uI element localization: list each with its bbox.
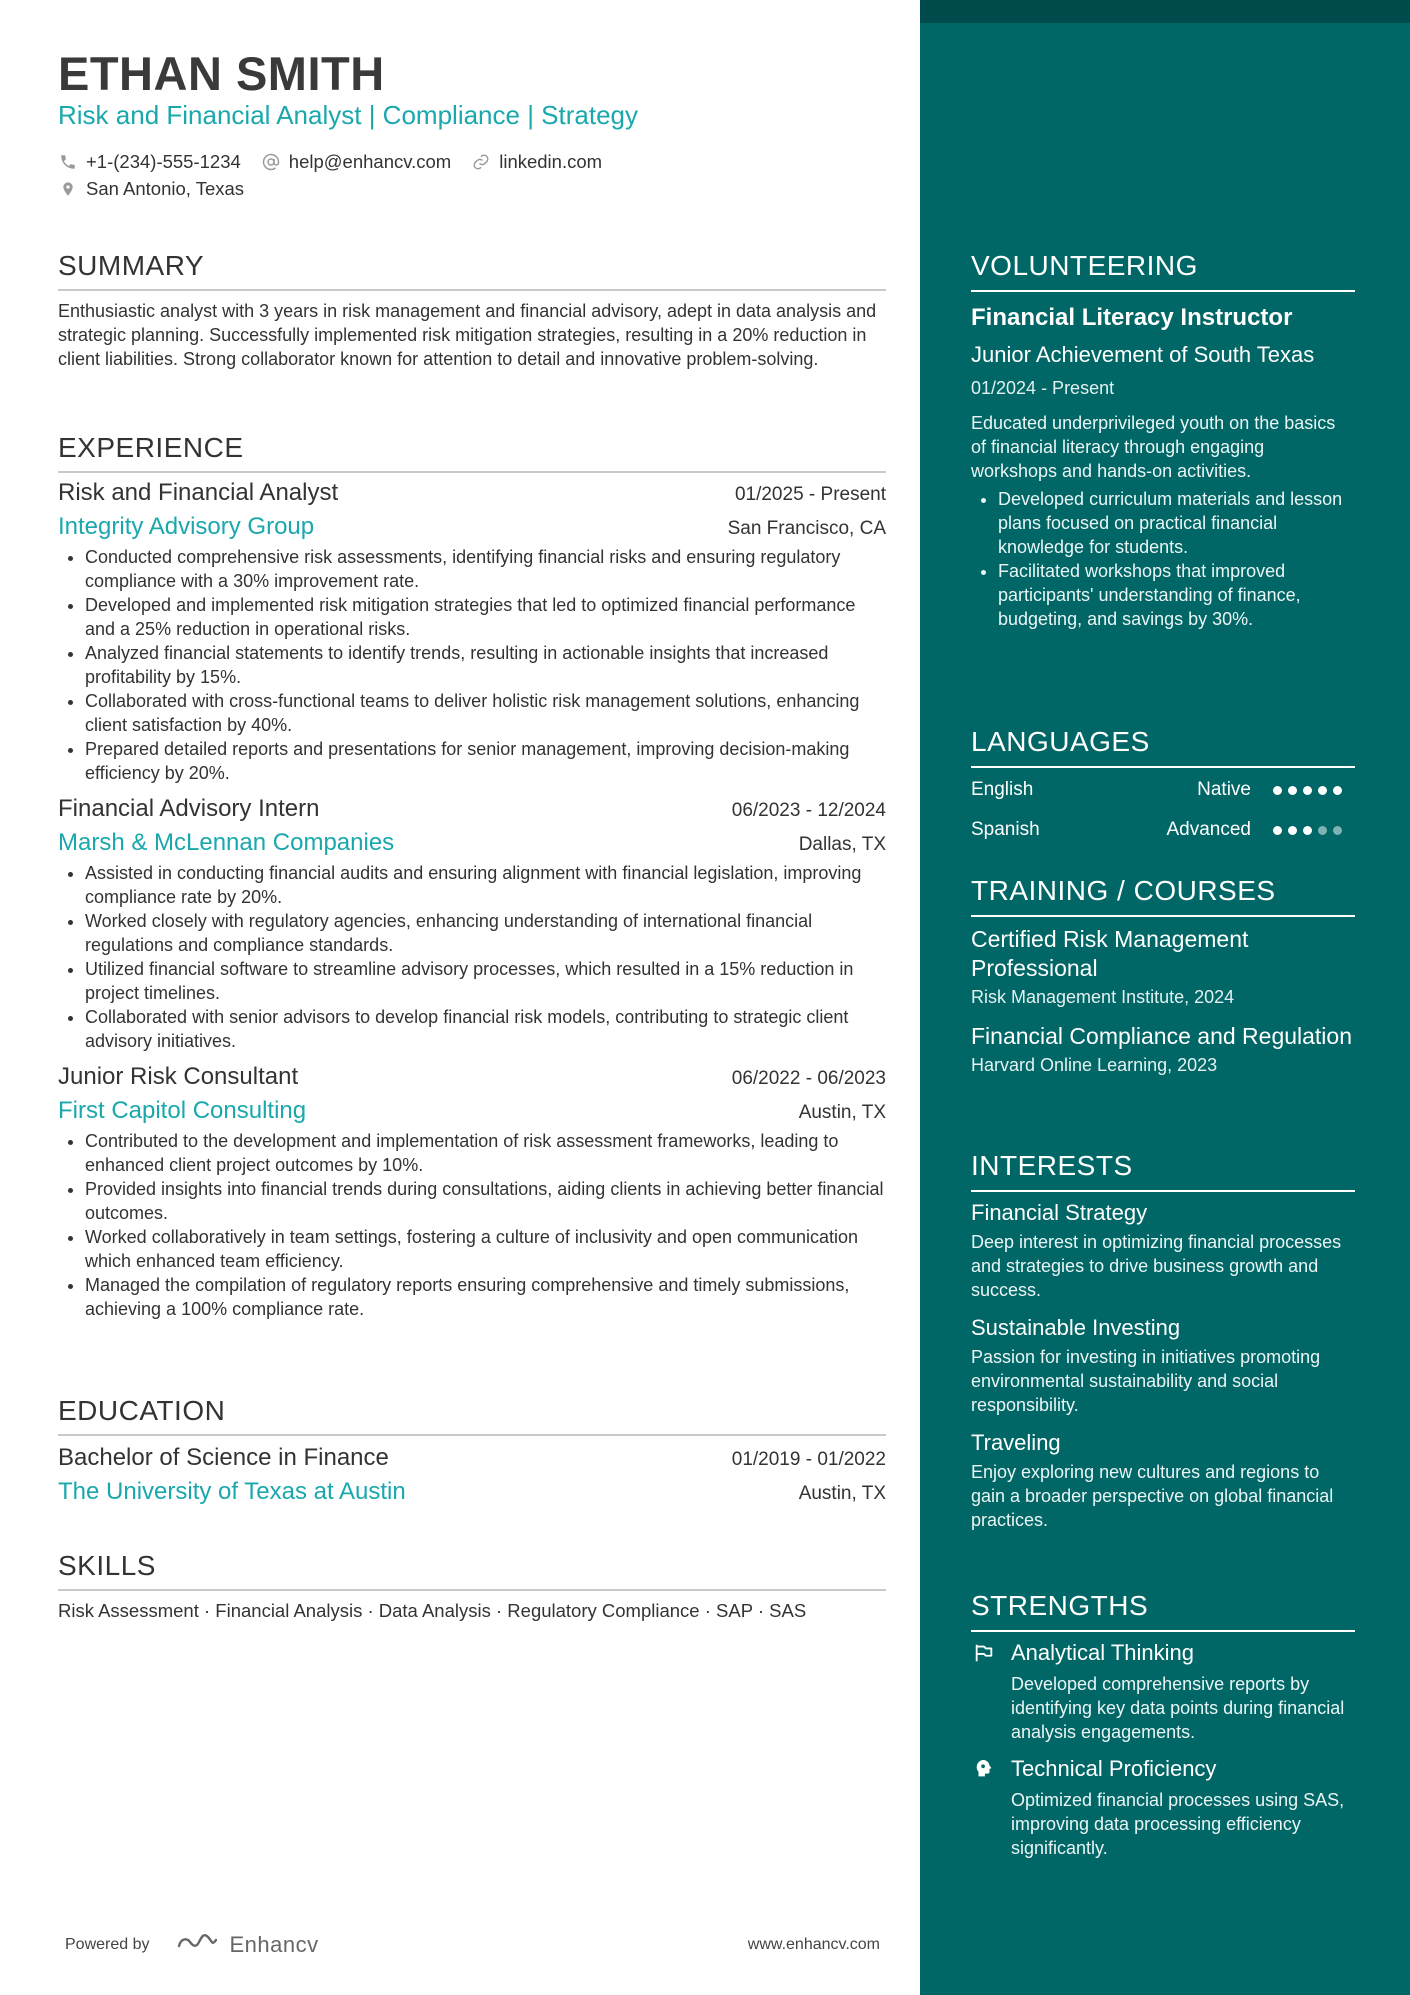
job-date: 06/2023 - 12/2024 (731, 800, 886, 821)
powered-by-label: Powered by (65, 1935, 150, 1953)
location-text: San Antonio, Texas (86, 177, 245, 199)
volunteer-org: Junior Achievement of South Texas (971, 342, 1315, 367)
powered-by (65, 1930, 319, 1959)
language-level: Native (1197, 779, 1251, 800)
sidebar-top-bar (920, 0, 1410, 23)
experience-title: EXPERIENCE (58, 432, 886, 473)
list-item: • Managed the compilation of regulatory reports ensuring comprehensive and timely submissions, achieving a 100% compliance rate. (85, 1273, 886, 1321)
training-section (971, 875, 1355, 1076)
proficiency-dots (1273, 826, 1348, 835)
list-item: • Provided insights into financial trends during consultations, aiding clients in achieving better financial outcomes. (85, 1177, 886, 1225)
volunteer-desc: Educated underprivileged youth on the basics of financial literacy through engaging workshops and hands-on activities. (971, 413, 1336, 481)
education-section (58, 1395, 886, 1506)
job-company: First Capitol Consulting (58, 1097, 307, 1124)
language-name: Spanish (971, 819, 1040, 840)
interests-section (971, 1150, 1355, 1532)
volunteer-role: Financial Literacy Instructor (971, 304, 1293, 331)
volunteer-bullets (971, 487, 1355, 631)
headline: Risk and Financial Analyst | Compliance | Strategy (58, 100, 638, 130)
languages-title: LANGUAGES (971, 726, 1355, 768)
footer (65, 1930, 880, 1959)
summary-section (58, 250, 886, 371)
languages-section (971, 726, 1355, 850)
brain-icon (971, 1756, 997, 1782)
proficiency-dot-filled (1303, 826, 1312, 835)
proficiency-dot-filled (1333, 786, 1342, 795)
proficiency-dot-empty (1318, 826, 1327, 835)
experience-section (58, 432, 886, 1321)
interest-desc: Passion for investing in initiatives promoting environmental sustainability and social responsibility. (971, 1347, 1321, 1415)
proficiency-dot-filled (1288, 826, 1297, 835)
job-date: 06/2022 - 06/2023 (731, 1068, 886, 1089)
phone-icon (58, 152, 78, 172)
location-pin-icon (58, 179, 78, 199)
proficiency-dot-filled (1273, 786, 1282, 795)
proficiency-dot-filled (1318, 786, 1327, 795)
interest-name: Sustainable Investing (971, 1315, 1181, 1340)
flag-icon (971, 1640, 997, 1666)
education-location: Austin, TX (798, 1483, 886, 1504)
job-date: 01/2025 - Present (734, 484, 886, 505)
job-entry (58, 1063, 886, 1321)
skills-list: Risk Assessment · Financial Analysis · Data Analysis · Regulatory Compliance · SAP · SAS (58, 1600, 807, 1621)
phone-contact[interactable] (58, 151, 241, 173)
list-item: • Collaborated with senior advisors to develop financial risk models, contributing to strategic client advisory initiatives. (85, 1005, 886, 1053)
education-date: 01/2019 - 01/2022 (731, 1449, 886, 1470)
course-name: Certified Risk Management Professional (971, 926, 1249, 981)
list-item: • Worked closely with regulatory agencies, enhancing understanding of international financial regulations and compliance standards. (85, 909, 886, 957)
interest-name: Traveling (971, 1430, 1061, 1455)
interest-name: Financial Strategy (971, 1200, 1148, 1225)
job-location: San Francisco, CA (727, 518, 886, 539)
candidate-name: ETHAN SMITH (58, 47, 385, 100)
skills-title: SKILLS (58, 1550, 886, 1591)
degree: Bachelor of Science in Finance (58, 1444, 389, 1471)
job-company: Integrity Advisory Group (58, 513, 315, 540)
proficiency-dot-filled (1273, 826, 1282, 835)
job-bullets (58, 545, 886, 785)
job-company: Marsh & McLennan Companies (58, 829, 395, 856)
email-text: help@enhancv.com (288, 150, 452, 172)
linkedin-text: linkedin.com (499, 150, 603, 172)
volunteering-section (971, 250, 1355, 631)
strength-name: Analytical Thinking (1011, 1640, 1195, 1665)
course-detail: Harvard Online Learning, 2023 (971, 1055, 1218, 1075)
course-name: Financial Compliance and Regulation (971, 1023, 1353, 1049)
training-title: TRAINING / COURSES (971, 875, 1355, 917)
strength-item (971, 1640, 1355, 1666)
volunteer-date: 01/2024 - Present (971, 378, 1115, 398)
list-item: • Utilized financial software to streamline advisory processes, which resulted in a 15% reduction in project timelines. (85, 957, 886, 1005)
language-row (971, 770, 1355, 810)
language-name: English (971, 779, 1034, 800)
sidebar (920, 0, 1410, 1995)
job-entry (58, 795, 886, 1053)
interest-desc: Enjoy exploring new cultures and regions to gain a broader perspective on global financial practices. (971, 1462, 1334, 1530)
summary-title: SUMMARY (58, 250, 886, 291)
list-item: • Conducted comprehensive risk assessments, identifying financial risks and ensuring regulatory compliance with a 30% improvement rate. (85, 545, 886, 593)
location-contact (58, 178, 244, 200)
list-item: • Facilitated workshops that improved participants' understanding of finance, budgeting, and savings by 30%. (998, 559, 1355, 631)
proficiency-dot-empty (1333, 826, 1342, 835)
at-icon (261, 152, 281, 172)
skills-section (58, 1550, 886, 1622)
interests-title: INTERESTS (971, 1150, 1355, 1192)
list-item: • Collaborated with cross-functional teams to deliver holistic risk management solutions, enhancing client satisfaction by 40%. (85, 689, 886, 737)
proficiency-dots (1273, 786, 1348, 795)
volunteering-title: VOLUNTEERING (971, 250, 1355, 292)
strengths-section (971, 1590, 1355, 1860)
job-bullets (58, 1129, 886, 1321)
job-location: Austin, TX (798, 1102, 886, 1123)
strength-desc: Developed comprehensive reports by identifying key data points during financial analysis engagements. (1011, 1674, 1345, 1742)
job-title: Financial Advisory Intern (58, 795, 320, 822)
strength-item (971, 1756, 1355, 1782)
strength-name: Technical Proficiency (1011, 1756, 1217, 1781)
strengths-title: STRENGTHS (971, 1590, 1355, 1632)
contact-info (58, 148, 886, 202)
language-level: Advanced (1166, 819, 1251, 840)
list-item: • Developed and implemented risk mitigation strategies that led to optimized financial performance and a 25% reduction in operational risks. (85, 593, 886, 641)
job-title: Junior Risk Consultant (58, 1063, 299, 1090)
strength-desc: Optimized financial processes using SAS, improving data processing efficiency significantly. (1011, 1790, 1345, 1858)
interest-desc: Deep interest in optimizing financial processes and strategies to drive business growth and success. (971, 1232, 1342, 1300)
footer-url[interactable]: www.enhancv.com (747, 1935, 880, 1953)
list-item: • Analyzed financial statements to identify trends, resulting in actionable insights that increased profitability by 15%. (85, 641, 886, 689)
brand-name: Enhancv (229, 1931, 319, 1957)
link-icon (471, 152, 491, 172)
school: The University of Texas at Austin (58, 1478, 406, 1505)
proficiency-dot-filled (1288, 786, 1297, 795)
job-location: Dallas, TX (798, 834, 886, 855)
job-bullets (58, 861, 886, 1053)
list-item: • Prepared detailed reports and presentations for senior management, improving decision-making efficiency by 20%. (85, 737, 886, 785)
list-item: • Contributed to the development and implementation of risk assessment frameworks, leading to enhanced client project outcomes by 10%. (85, 1129, 886, 1177)
education-title: EDUCATION (58, 1395, 886, 1436)
linkedin-contact[interactable] (471, 151, 602, 173)
language-row (971, 810, 1355, 850)
email-contact[interactable] (261, 151, 451, 173)
list-item: • Developed curriculum materials and lesson plans focused on practical financial knowledge for students. (998, 487, 1355, 559)
job-entry (58, 479, 886, 785)
list-item: • Assisted in conducting financial audits and ensuring alignment with financial legislation, improving compliance rate by 20%. (85, 861, 886, 909)
enhancv-logo-icon (176, 1930, 222, 1959)
course-detail: Risk Management Institute, 2024 (971, 987, 1235, 1007)
job-title: Risk and Financial Analyst (58, 479, 339, 506)
phone-text: +1-(234)-555-1234 (86, 150, 241, 172)
proficiency-dot-filled (1303, 786, 1312, 795)
list-item: • Worked collaboratively in team settings, fostering a culture of inclusivity and open communication which enhanced team efficiency. (85, 1225, 886, 1273)
summary-text: Enthusiastic analyst with 3 years in risk management and financial advisory, adept in data analysis and strategic planning. Successfully implemented risk mitigation strategies, resulting in a 20% reduction in client liabilities. Strong collaborator known for attention to detail and innovative problem-solving. (58, 301, 877, 369)
